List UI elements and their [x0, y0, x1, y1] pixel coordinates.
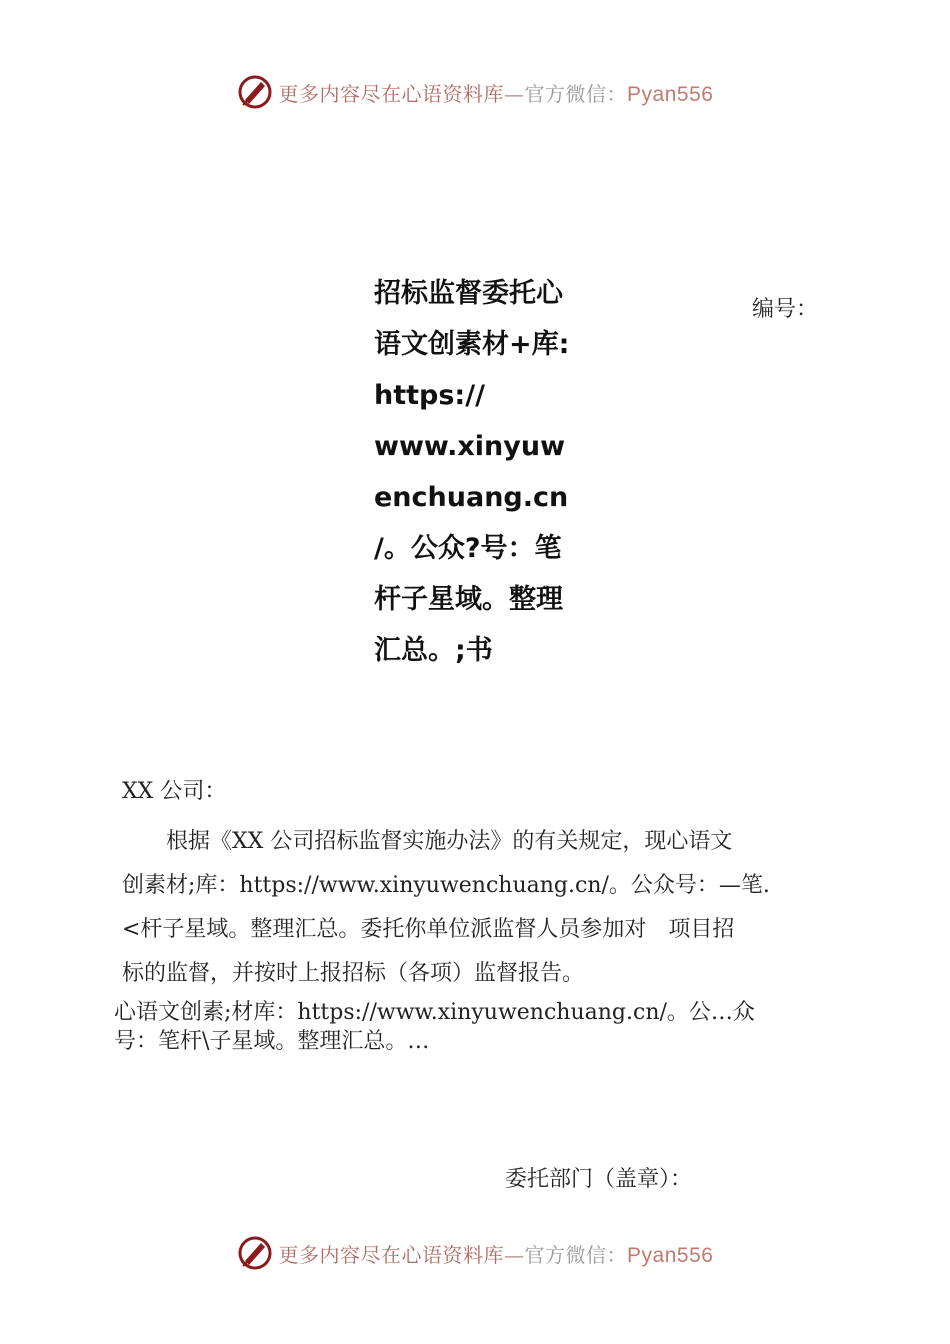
banner-wechat-label: 官方微信： — [524, 81, 628, 106]
document-title — [374, 268, 589, 676]
body-line: 标的监督，并按时上报招标（各项）监督报告。 — [122, 961, 585, 986]
title-line: 语文创素材+库: — [374, 329, 570, 360]
body-paragraph — [122, 820, 842, 996]
banner-main-text: 更多内容尽在心语资料库 — [278, 81, 505, 106]
body-line: <杆子星域。整理汇总。委托你单位派监督人员参加对 项目招 — [122, 917, 735, 942]
document-number-label: 编号： — [752, 297, 819, 322]
title-line: https:// — [374, 380, 485, 411]
header-banner — [0, 72, 950, 112]
title-line: www.xinyuw — [374, 431, 566, 462]
banner-wechat-id: Pyan556 — [627, 1243, 714, 1267]
banner-separator: — — [504, 1242, 525, 1267]
banner-wechat-id: Pyan556 — [627, 82, 714, 106]
note-line: 心语文创素;材库：https://www.xinyuwenchuang.cn/。公…众 — [114, 1000, 755, 1025]
note-paragraph — [114, 998, 834, 1056]
title-line: /。公众?号：笔 — [374, 533, 562, 564]
title-line: enchuang.cn — [374, 482, 569, 513]
banner-separator: — — [504, 81, 525, 106]
footer-banner — [0, 1233, 950, 1273]
pen-logo-icon — [237, 74, 273, 110]
note-line: 号：笔杆\子星域。整理汇总。… — [114, 1029, 430, 1054]
title-line: 汇总。;书 — [374, 635, 493, 666]
addressee: XX 公司： — [122, 779, 227, 804]
body-line: 创素材;库：https://www.xinyuwenchuang.cn/。公众号：—笔. — [122, 873, 770, 898]
title-line: 招标监督委托心 — [374, 278, 563, 309]
signature-line: 委托部门（盖章）： — [505, 1167, 693, 1192]
pen-logo-icon — [237, 1235, 273, 1271]
banner-main-text: 更多内容尽在心语资料库 — [278, 1242, 505, 1267]
banner-wechat-label: 官方微信： — [524, 1242, 628, 1267]
title-line: 杆子星域。整理 — [374, 584, 563, 615]
body-line: 根据《XX 公司招标监督实施办法》的有关规定，现心语文 — [122, 829, 733, 854]
